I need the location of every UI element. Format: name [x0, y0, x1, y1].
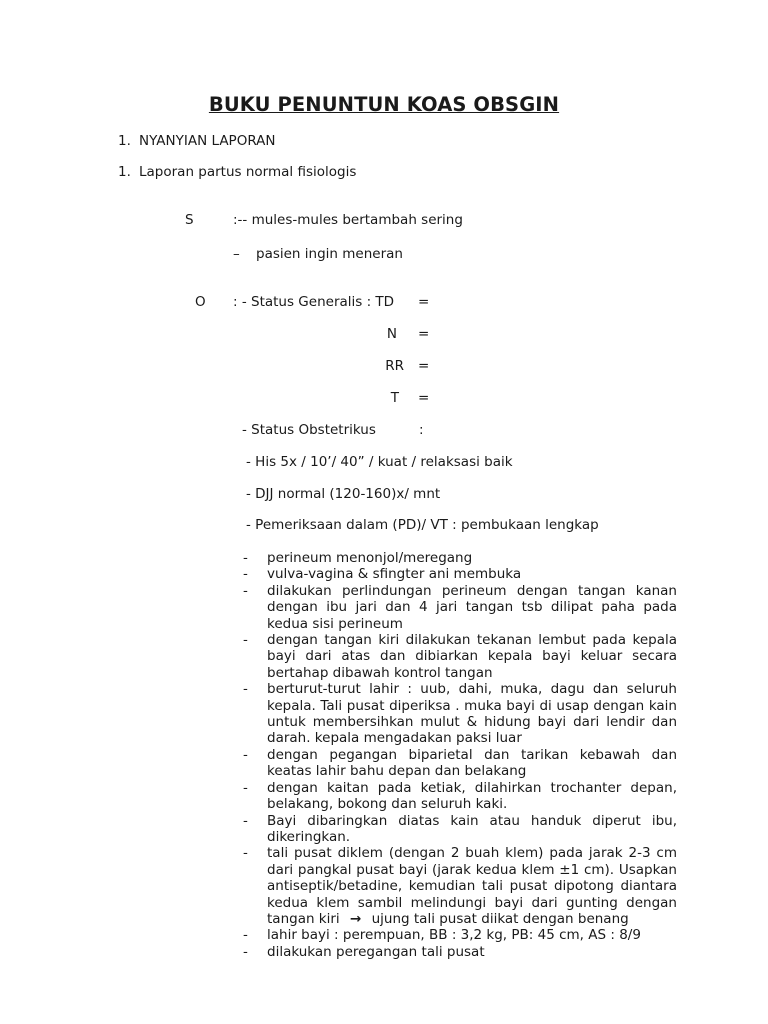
soap-label-o: O: [195, 294, 206, 310]
vital-label-rr: RR: [385, 358, 404, 374]
list-item: - dengan tangan kiri dilakukan tekanan lembut pada kepala bayi dari atas dan dibiarkan kepala bayi keluar secara bertahap dibawah kontrol tangan: [243, 632, 677, 681]
subjective-line: :-- mules-mules bertambah sering: [233, 212, 463, 228]
finding-his: - His 5x / 10’/ 40” / kuat / relaksasi baik: [246, 454, 513, 470]
list-item: - dengan kaitan pada ketiak, dilahirkan trochanter depan, belakang, bokong dan seluruh kaki.: [243, 779, 677, 813]
soap-label-s: S: [185, 212, 194, 228]
list-item: - berturut-turut lahir : uub, dahi, muka, dagu dan seluruh kepala. Tali pusat diperiksa . muka bayi di usap dengan kain untuk membersihkan mulut & hidung bayi dari lendir dan darah. kepala mengadakan paksi luar: [243, 681, 677, 747]
equals-sign: =: [418, 390, 430, 406]
arrow-right-icon: →: [349, 910, 362, 927]
procedure-list: [243, 550, 677, 960]
equals-sign: =: [418, 326, 430, 342]
list-item-text: tali pusat diklem (dengan 2 buah klem) pada jarak 2-3 cm dari pangkal pusat bayi (jarak kedua klem ±1 cm). Usapkan antiseptik/betadine, kemudian tali pusat dipotong diantara kedua klem sambil melindungi bayi dari gunting dengan tangan kiri: [267, 845, 677, 927]
list-item: - tali pusat diklem (dengan 2 buah klem) pada jarak 2-3 cm dari pangkal pusat bayi (jarak kedua klem ±1 cm). Usapkan antiseptik/betadine, kemudian tali pusat dipotong diantara kedua klem sambil melindungi bayi dari gunting dengan tangan kiri → ujung tali pusat diikat dengan benang: [243, 845, 677, 927]
list-number: 1.: [118, 164, 131, 180]
list-item: - dengan pegangan biparietal dan tarikan kebawah dan keatas lahir bahu depan dan belakang: [243, 746, 677, 780]
subjective-dash: –: [233, 246, 240, 262]
list-item: - perineum menonjol/meregang: [243, 550, 473, 566]
status-generalis: : - Status Generalis : TD: [233, 294, 395, 310]
list-item: - dilakukan peregangan tali pusat: [243, 943, 485, 960]
list-number: 1.: [118, 133, 131, 149]
subjective-line: pasien ingin meneran: [256, 246, 403, 262]
vital-label-n: N: [386, 326, 397, 342]
list-item: - Bayi dibaringkan diatas kain atau handuk diperut ibu, dikeringkan.: [243, 812, 677, 845]
section-heading: NYANYIAN LAPORAN: [139, 133, 276, 149]
equals-sign: =: [418, 358, 430, 374]
vital-label-t: T: [390, 390, 399, 406]
document-title: BUKU PENUNTUN KOAS OBSGIN: [208, 93, 560, 116]
equals-sign: =: [418, 294, 430, 310]
list-item: - dilakukan perlindungan perineum dengan tangan kanan dengan ibu jari dan 4 jari tangan tsb dilipat paha pada kedua sisi perineum: [243, 582, 677, 632]
colon: :: [419, 422, 424, 438]
list-item: - lahir bayi : perempuan, BB : 3,2 kg, PB: 45 cm, AS : 8/9: [243, 927, 641, 944]
status-obstetrikus: - Status Obstetrikus: [242, 422, 376, 438]
finding-djj: - DJJ normal (120-160)x/ mnt: [246, 486, 441, 502]
subsection-heading: Laporan partus normal fisiologis: [139, 164, 357, 180]
finding-pd: - Pemeriksaan dalam (PD)/ VT : pembukaan lengkap: [246, 517, 599, 533]
list-item-text: ujung tali pusat diikat dengan benang: [371, 910, 629, 927]
list-item: - vulva-vagina & sfingter ani membuka: [243, 566, 522, 583]
